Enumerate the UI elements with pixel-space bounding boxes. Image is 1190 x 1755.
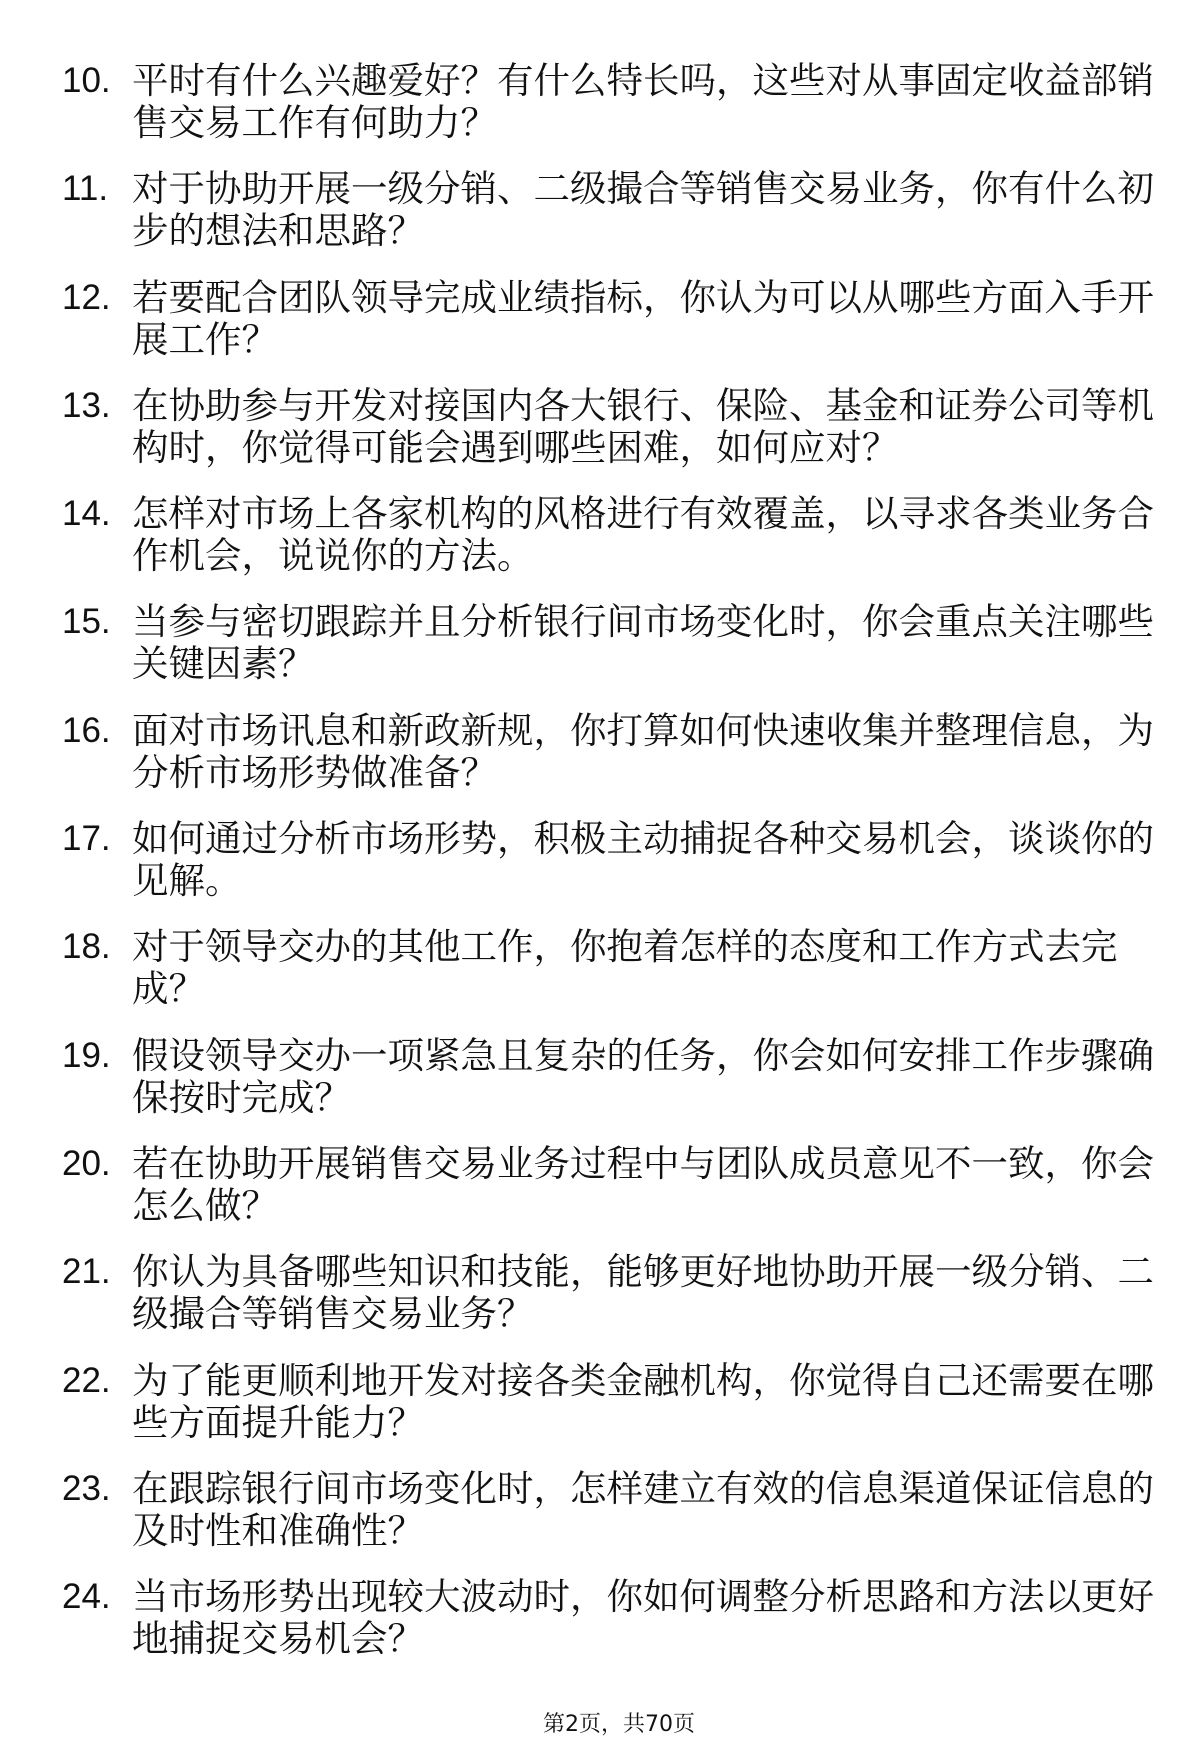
- question-item: [62, 1143, 1162, 1227]
- question-number: 21.: [62, 1252, 111, 1292]
- question-list: [62, 60, 1162, 1684]
- question-number: 19.: [62, 1035, 111, 1075]
- question-number: 11.: [62, 169, 109, 209]
- page-number-label: 第2页，共70页: [543, 1712, 695, 1737]
- question-text: 你认为具备哪些知识和技能，能够更好地协助开展一级分销、二级撮合等销售交易业务？: [132, 1250, 1154, 1336]
- question-number: 20.: [62, 1143, 111, 1183]
- question-text: 在跟踪银行间市场变化时，怎样建立有效的信息渠道保证信息的及时性和准确性？: [132, 1466, 1154, 1552]
- question-item: [62, 385, 1162, 469]
- question-item: [62, 1576, 1162, 1660]
- question-number: 24.: [62, 1577, 111, 1617]
- question-number: 10.: [62, 61, 111, 100]
- question-text: 对于协助开展一级分销、二级撮合等销售交易业务，你有什么初步的想法和思路？: [132, 167, 1154, 253]
- question-text: 当参与密切跟踪并且分析银行间市场变化时，你会重点关注哪些关键因素？: [132, 600, 1154, 686]
- question-item: [62, 1035, 1162, 1119]
- question-number: 16.: [62, 710, 111, 750]
- question-number: 13.: [62, 385, 111, 425]
- question-item: [62, 818, 1162, 902]
- question-item: [62, 1251, 1162, 1335]
- question-item: [62, 601, 1162, 685]
- question-text: 当市场形势出现较大波动时，你如何调整分析思路和方法以更好地捕捉交易机会？: [132, 1575, 1154, 1661]
- question-number: 22.: [62, 1360, 111, 1400]
- question-text: 为了能更顺利地开发对接各类金融机构，你觉得自己还需要在哪些方面提升能力？: [132, 1358, 1154, 1444]
- question-text: 平时有什么兴趣爱好？有什么特长吗，这些对从事固定收益部销售交易工作有何助力？: [132, 59, 1154, 144]
- question-item: [62, 277, 1162, 361]
- question-text: 若要配合团队领导完成业绩指标，你认为可以从哪些方面入手开展工作？: [132, 275, 1154, 361]
- question-number: 18.: [62, 927, 111, 967]
- question-item: [62, 1468, 1162, 1552]
- question-text: 面对市场讯息和新政新规，你打算如何快速收集并整理信息，为分析市场形势做准备？: [132, 708, 1154, 794]
- question-text: 如何通过分析市场形势，积极主动捕捉各种交易机会，谈谈你的见解。: [132, 817, 1154, 903]
- question-text: 若在协助开展销售交易业务过程中与团队成员意见不一致，你会怎么做？: [132, 1141, 1154, 1227]
- question-item: [62, 710, 1162, 794]
- question-item: [62, 493, 1162, 577]
- question-item: [62, 60, 1162, 144]
- question-text: 在协助参与开发对接国内各大银行、保险、基金和证券公司等机构时，你觉得可能会遇到哪些困难，如何应对？: [132, 383, 1154, 469]
- question-item: [62, 168, 1162, 252]
- question-number: 17.: [62, 819, 111, 859]
- question-number: 15.: [62, 602, 111, 642]
- question-text: 对于领导交办的其他工作，你抱着怎样的态度和工作方式去完成？: [132, 925, 1118, 1011]
- question-text: 假设领导交办一项紧急且复杂的任务，你会如何安排工作步骤确保按时完成？: [132, 1033, 1154, 1119]
- question-number: 12.: [62, 277, 111, 317]
- question-item: [62, 926, 1162, 1010]
- question-number: 14.: [62, 494, 111, 534]
- question-text: 怎样对市场上各家机构的风格进行有效覆盖，以寻求各类业务合作机会，说说你的方法。: [132, 492, 1154, 578]
- question-number: 23.: [62, 1468, 111, 1508]
- page-footer: [0, 1710, 1190, 1740]
- question-item: [62, 1360, 1162, 1444]
